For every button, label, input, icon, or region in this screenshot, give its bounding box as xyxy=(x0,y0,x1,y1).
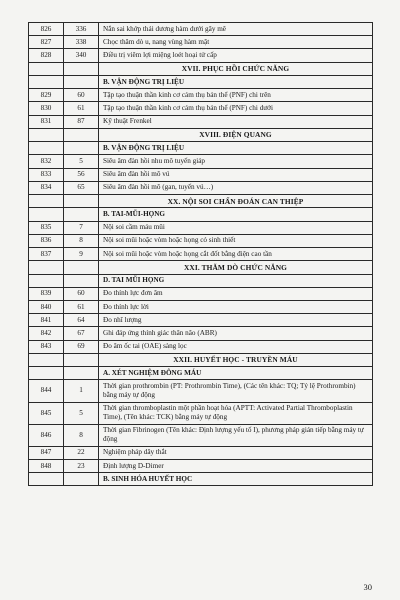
table-row xyxy=(29,36,373,49)
subsection-empty-cell xyxy=(64,274,99,287)
table-row xyxy=(29,102,373,115)
row-code: 67 xyxy=(64,327,99,340)
row-procedure-name: Nội soi cầm máu mũi xyxy=(99,221,373,234)
subsection-empty-cell xyxy=(29,274,64,287)
section-empty-cell xyxy=(29,353,64,366)
row-stt: 836 xyxy=(29,234,64,247)
subsection-empty-cell xyxy=(29,142,64,155)
row-procedure-name: Điều trị viêm lợi miệng loét hoại tử cấp xyxy=(99,49,373,62)
section-heading: XXII. HUYẾT HỌC - TRUYỀN MÁU xyxy=(99,353,373,366)
row-stt: 842 xyxy=(29,327,64,340)
table-row xyxy=(29,155,373,168)
section-empty-cell xyxy=(64,353,99,366)
row-stt: 830 xyxy=(29,102,64,115)
row-stt: 841 xyxy=(29,314,64,327)
subsection-empty-cell xyxy=(64,208,99,221)
subsection-empty-cell xyxy=(64,473,99,486)
row-stt: 843 xyxy=(29,340,64,353)
row-stt: 844 xyxy=(29,380,64,402)
section-heading-row xyxy=(29,128,373,141)
row-procedure-name: Thời gian thromboplastin một phần hoạt hóa (APTT: Activated Partial Thromboplastin Time), (Tên khác: TCK) bằng máy tự động xyxy=(99,402,373,424)
table-row xyxy=(29,221,373,234)
row-stt: 829 xyxy=(29,89,64,102)
table-row xyxy=(29,380,373,402)
row-procedure-name: Nội soi mũi hoặc vòm hoặc họng có sinh thiết xyxy=(99,234,373,247)
subsection-empty-cell xyxy=(29,367,64,380)
row-code: 60 xyxy=(64,287,99,300)
row-code: 61 xyxy=(64,102,99,115)
row-code: 56 xyxy=(64,168,99,181)
subsection-empty-cell xyxy=(29,473,64,486)
subsection-heading-row xyxy=(29,367,373,380)
subsection-heading-row xyxy=(29,473,373,486)
row-code: 69 xyxy=(64,340,99,353)
table-row xyxy=(29,424,373,446)
row-stt: 833 xyxy=(29,168,64,181)
row-procedure-name: Đo âm ốc tai (OAE) sàng lọc xyxy=(99,340,373,353)
table-row xyxy=(29,89,373,102)
row-procedure-name: Chọc thăm dò u, nang vùng hàm mặt xyxy=(99,36,373,49)
document-page xyxy=(28,22,372,486)
row-code: 87 xyxy=(64,115,99,128)
subsection-heading-row xyxy=(29,274,373,287)
row-stt: 831 xyxy=(29,115,64,128)
section-heading: XVII. PHỤC HỒI CHỨC NĂNG xyxy=(99,62,373,75)
table-row xyxy=(29,287,373,300)
row-stt: 834 xyxy=(29,181,64,194)
row-code: 1 xyxy=(64,380,99,402)
row-procedure-name: Nội soi mũi hoặc vòm hoặc họng cắt đốt bằng điện cao tần xyxy=(99,247,373,260)
row-code: 64 xyxy=(64,314,99,327)
row-code: 336 xyxy=(64,23,99,36)
row-procedure-name: Định lượng D-Dimer xyxy=(99,460,373,473)
section-empty-cell xyxy=(29,62,64,75)
row-stt: 837 xyxy=(29,247,64,260)
subsection-heading: B. SINH HÓA HUYẾT HỌC xyxy=(99,473,373,486)
row-procedure-name: Nghiệm pháp dây thắt xyxy=(99,446,373,459)
subsection-empty-cell xyxy=(64,76,99,89)
subsection-empty-cell xyxy=(29,208,64,221)
section-empty-cell xyxy=(29,128,64,141)
table-row xyxy=(29,446,373,459)
row-code: 23 xyxy=(64,460,99,473)
subsection-heading: A. XÉT NGHIỆM ĐÔNG MÁU xyxy=(99,367,373,380)
table-row xyxy=(29,247,373,260)
section-heading-row xyxy=(29,261,373,274)
row-procedure-name: Tập tạo thuận thần kinh cơ cảm thụ bản thể (PNF) chi trên xyxy=(99,89,373,102)
subsection-heading: B. VẬN ĐỘNG TRỊ LIỆU xyxy=(99,76,373,89)
row-stt: 840 xyxy=(29,300,64,313)
procedure-table-body xyxy=(29,23,373,486)
row-procedure-name: Siêu âm đàn hồi mô vú xyxy=(99,168,373,181)
row-stt: 847 xyxy=(29,446,64,459)
table-row xyxy=(29,49,373,62)
row-procedure-name: Ghi đáp ứng thính giác thân não (ABR) xyxy=(99,327,373,340)
row-stt: 827 xyxy=(29,36,64,49)
section-heading-row xyxy=(29,62,373,75)
table-row xyxy=(29,402,373,424)
section-heading-row xyxy=(29,353,373,366)
section-empty-cell xyxy=(64,194,99,207)
table-row xyxy=(29,181,373,194)
row-procedure-name: Đo thính lực đơn âm xyxy=(99,287,373,300)
row-code: 5 xyxy=(64,402,99,424)
row-code: 9 xyxy=(64,247,99,260)
section-empty-cell xyxy=(64,128,99,141)
row-code: 8 xyxy=(64,234,99,247)
row-procedure-name: Nắn sai khớp thái dương hàm dưới gây mê xyxy=(99,23,373,36)
row-stt: 826 xyxy=(29,23,64,36)
section-heading: XX. NỘI SOI CHẨN ĐOÁN CAN THIỆP xyxy=(99,194,373,207)
section-heading: XVIII. ĐIỆN QUANG xyxy=(99,128,373,141)
table-row xyxy=(29,115,373,128)
section-empty-cell xyxy=(64,261,99,274)
table-row xyxy=(29,460,373,473)
row-procedure-name: Kỹ thuật Frenkel xyxy=(99,115,373,128)
row-stt: 848 xyxy=(29,460,64,473)
subsection-heading: D. TAI MŨI HỌNG xyxy=(99,274,373,287)
table-row xyxy=(29,168,373,181)
row-stt: 846 xyxy=(29,424,64,446)
subsection-heading-row xyxy=(29,142,373,155)
row-code: 8 xyxy=(64,424,99,446)
row-procedure-name: Siêu âm đàn hồi mô (gan, tuyến vú…) xyxy=(99,181,373,194)
section-empty-cell xyxy=(29,194,64,207)
row-stt: 839 xyxy=(29,287,64,300)
row-stt: 828 xyxy=(29,49,64,62)
row-code: 61 xyxy=(64,300,99,313)
subsection-empty-cell xyxy=(64,367,99,380)
table-row xyxy=(29,340,373,353)
row-code: 340 xyxy=(64,49,99,62)
row-code: 5 xyxy=(64,155,99,168)
subsection-heading: B. TAI-MŨI-HỌNG xyxy=(99,208,373,221)
row-stt: 845 xyxy=(29,402,64,424)
subsection-empty-cell xyxy=(29,76,64,89)
table-row xyxy=(29,234,373,247)
subsection-empty-cell xyxy=(64,142,99,155)
row-code: 60 xyxy=(64,89,99,102)
row-code: 338 xyxy=(64,36,99,49)
row-procedure-name: Tập tạo thuận thần kinh cơ cảm thụ bản thể (PNF) chi dưới xyxy=(99,102,373,115)
table-row xyxy=(29,23,373,36)
row-code: 7 xyxy=(64,221,99,234)
table-row xyxy=(29,300,373,313)
section-empty-cell xyxy=(29,261,64,274)
row-stt: 835 xyxy=(29,221,64,234)
subsection-heading-row xyxy=(29,208,373,221)
row-procedure-name: Đo thính lực lời xyxy=(99,300,373,313)
subsection-heading-row xyxy=(29,76,373,89)
row-procedure-name: Thời gian prothrombin (PT: Prothrombin Time), (Các tên khác: TQ; Tỷ lệ Prothrombin) bằng máy tự động xyxy=(99,380,373,402)
section-heading-row xyxy=(29,194,373,207)
section-empty-cell xyxy=(64,62,99,75)
row-procedure-name: Đo nhĩ lượng xyxy=(99,314,373,327)
page-number: 30 xyxy=(363,582,372,592)
row-procedure-name: Siêu âm đàn hồi nhu mô tuyến giáp xyxy=(99,155,373,168)
row-code: 65 xyxy=(64,181,99,194)
table-row xyxy=(29,327,373,340)
row-code: 22 xyxy=(64,446,99,459)
procedure-table xyxy=(28,22,373,486)
row-stt: 832 xyxy=(29,155,64,168)
row-procedure-name: Thời gian Fibrinogen (Tên khác: Định lượng yếu tố I), phương pháp gián tiếp bằng máy tự động xyxy=(99,424,373,446)
section-heading: XXI. THĂM DÒ CHỨC NĂNG xyxy=(99,261,373,274)
subsection-heading: B. VẬN ĐỘNG TRỊ LIỆU xyxy=(99,142,373,155)
table-row xyxy=(29,314,373,327)
